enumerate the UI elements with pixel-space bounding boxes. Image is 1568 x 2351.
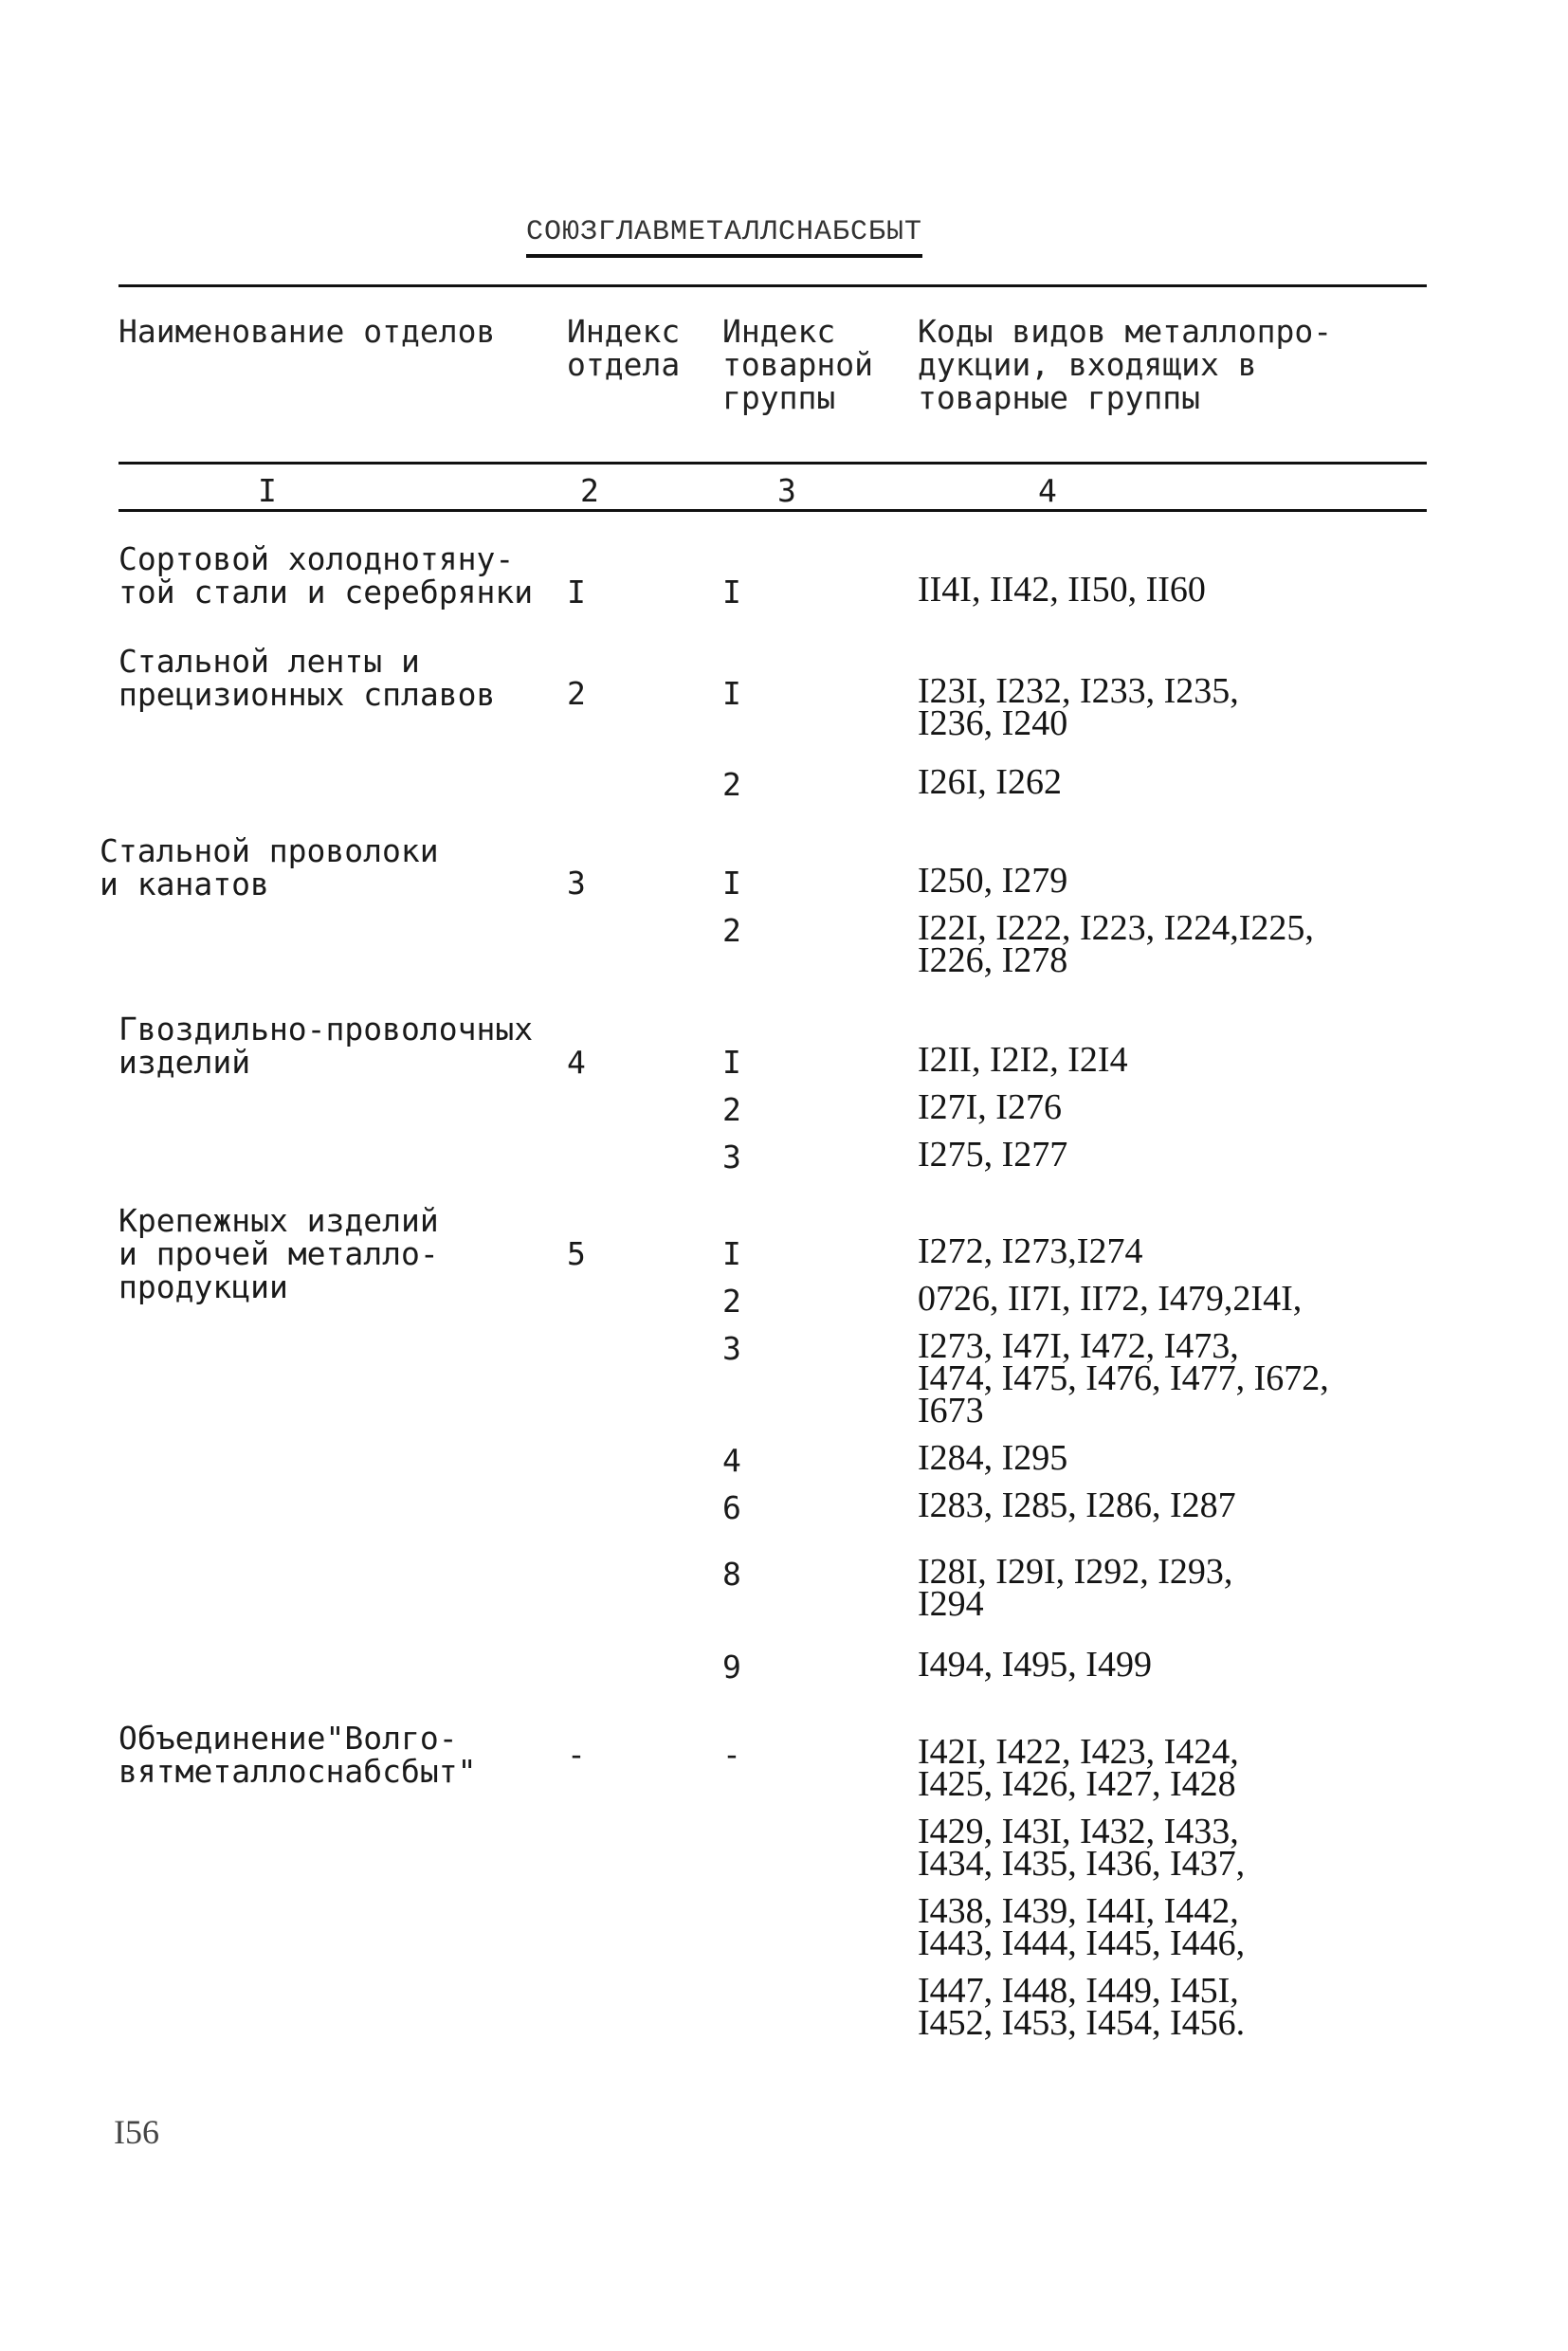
product-codes: I275, I277: [918, 1135, 1068, 1175]
department-name: Стальной проволоки и канатов: [100, 832, 439, 902]
department-name: Объединение"Волго- вятметаллоснабсбыт": [119, 1720, 477, 1790]
department-index: 3: [567, 865, 586, 902]
product-codes: I284, I295: [918, 1438, 1068, 1478]
product-codes: I429, I43I, I432, I433, I434, I435, I436, I437,: [918, 1812, 1246, 1884]
column-numbers-rule: [119, 509, 1427, 512]
product-codes: I272, I273,I274: [918, 1231, 1143, 1271]
product-codes: I494, I495, I499: [918, 1645, 1152, 1685]
organization-title: СОЮЗГЛАВМЕТАЛЛСНАБСБЫТ: [526, 216, 922, 258]
department-index: I: [567, 574, 586, 611]
department-index: -: [567, 1736, 586, 1773]
group-index: 9: [722, 1649, 741, 1686]
group-index: 6: [722, 1489, 741, 1526]
product-codes: I438, I439, I44I, I442, I443, I444, I445, I446,: [918, 1891, 1246, 1963]
department-name: Стальной ленты и прецизионных сплавов: [119, 643, 496, 713]
group-index: I: [722, 574, 741, 611]
product-codes: I2II, I2I2, I2I4: [918, 1040, 1128, 1080]
department-name: Гвоздильно-проволочных изделий: [119, 1011, 534, 1081]
product-codes: I28I, I29I, I292, I293, I294: [918, 1552, 1233, 1624]
group-index: 2: [722, 1283, 741, 1320]
department-index: 4: [567, 1044, 586, 1081]
group-index: I: [722, 865, 741, 902]
product-codes: I250, I279: [918, 861, 1068, 901]
product-codes: II4I, II42, II50, II60: [918, 570, 1206, 610]
product-codes: 0726, II7I, II72, I479,2I4I,: [918, 1279, 1303, 1319]
header-col-1: Наименование отделов: [119, 313, 496, 350]
department-name: Сортовой холоднотяну- той стали и серебрянки: [119, 540, 534, 611]
product-codes: I26I, I262: [918, 762, 1062, 802]
column-number-3: 3: [777, 472, 796, 509]
group-index: 2: [722, 912, 741, 949]
product-codes: I42I, I422, I423, I424, I425, I426, I427, I428: [918, 1732, 1239, 1804]
group-index: 8: [722, 1556, 741, 1593]
department-name: Крепежных изделий и прочей металло- продукции: [119, 1202, 439, 1305]
header-col-3: Индекс товарной группы: [722, 313, 873, 416]
group-index: 2: [722, 766, 741, 803]
product-codes: I22I, I222, I223, I224,I225, I226, I278: [918, 908, 1314, 980]
table-top-rule: [119, 284, 1427, 287]
column-number-1: I: [258, 472, 277, 509]
group-index: 3: [722, 1330, 741, 1367]
group-index: I: [722, 1044, 741, 1081]
department-index: 2: [567, 675, 586, 712]
product-codes: I273, I47I, I472, I473, I474, I475, I476, I477, I672, I673: [918, 1326, 1329, 1431]
header-col-4: Коды видов металлопро- дукции, входящих в товарные группы: [918, 313, 1333, 416]
product-codes: I283, I285, I286, I287: [918, 1485, 1236, 1525]
column-number-4: 4: [1038, 472, 1057, 509]
group-index: I: [722, 675, 741, 712]
group-index: -: [722, 1736, 741, 1773]
header-col-2: Индекс отдела: [567, 313, 681, 383]
group-index: 2: [722, 1091, 741, 1128]
group-index: I: [722, 1235, 741, 1272]
group-index: 4: [722, 1442, 741, 1479]
header-bottom-rule: [119, 462, 1427, 465]
page-number: I56: [114, 2113, 159, 2151]
group-index: 3: [722, 1139, 741, 1176]
product-codes: I27I, I276: [918, 1087, 1062, 1127]
column-number-2: 2: [580, 472, 599, 509]
product-codes: I447, I448, I449, I45I, I452, I453, I454, I456.: [918, 1971, 1246, 2043]
product-codes: I23I, I232, I233, I235, I236, I240: [918, 671, 1239, 743]
department-index: 5: [567, 1235, 586, 1272]
